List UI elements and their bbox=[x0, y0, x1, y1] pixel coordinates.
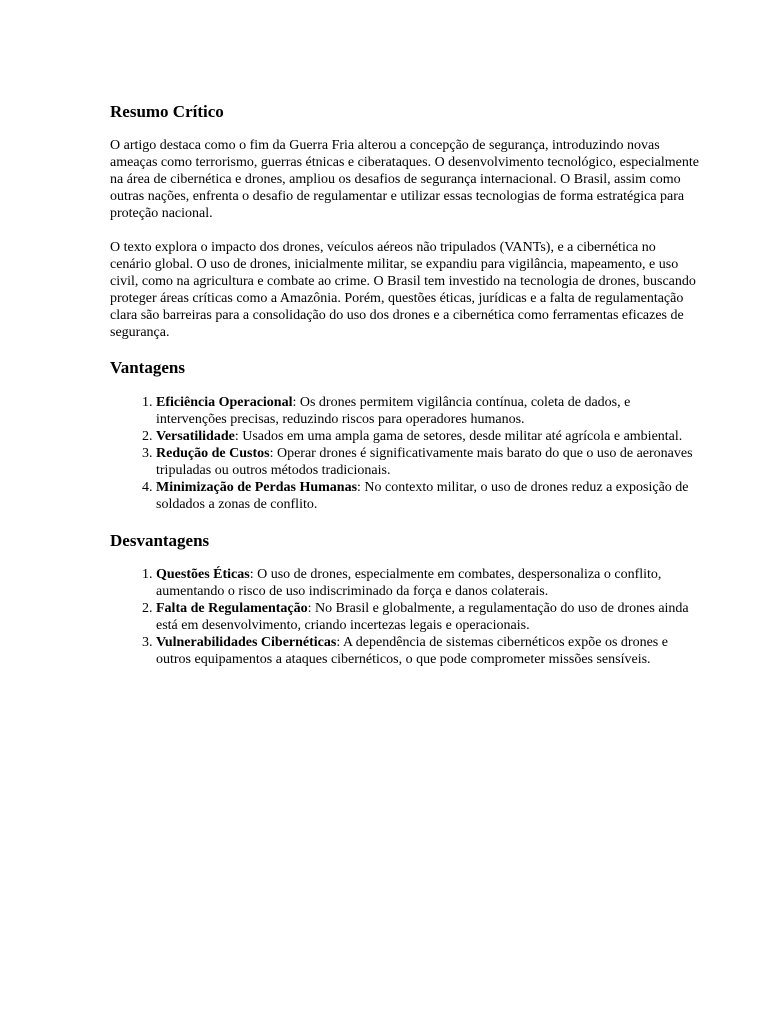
item-term: Versatilidade bbox=[156, 429, 235, 444]
item-term: Minimização de Perdas Humanas bbox=[156, 480, 358, 495]
paragraph-intro: O artigo destaca como o fim da Guerra Fria alterou a concepção de segurança, introduzindo novas ameaças como terrorismo, guerras étnicas e ciberataques. O desenvolvimento tecnológico, especialmente na área de cibernética e drones, ampliou os desafios de segurança internacional. O Brasil, assim como outras nações, enfrenta o desafio de regulamentar e utilizar essas tecnologias de forma estratégica para proteção nacional. bbox=[110, 138, 699, 221]
item-text: : Operar drones é significativamente mais barato do que o uso de aeronaves tripuladas ou outros métodos tradicionais. bbox=[156, 446, 693, 478]
heading-desvantagens: Desvantagens bbox=[110, 531, 210, 550]
list-item bbox=[156, 428, 700, 445]
list-item bbox=[156, 394, 700, 428]
item-text: : No contexto militar, o uso de drones reduz a exposição de soldados a zonas de conflito. bbox=[156, 480, 689, 512]
item-term: Redução de Custos bbox=[156, 446, 270, 461]
item-text: : O uso de drones, especialmente em combates, despersonaliza o conflito, aumentando o risco de uso indiscriminado da força e danos colaterais. bbox=[156, 567, 662, 599]
list-item bbox=[156, 479, 700, 513]
list-item bbox=[156, 445, 700, 479]
list-vantagens bbox=[110, 394, 700, 513]
item-text: : A dependência de sistemas cibernéticos expõe os drones e outros equipamentos a ataques cibernéticos, o que pode comprometer missões sensíveis. bbox=[156, 635, 668, 667]
list-item bbox=[156, 566, 700, 600]
item-text: : Usados em uma ampla gama de setores, desde militar até agrícola e ambiental. bbox=[234, 429, 683, 444]
item-text: : No Brasil e globalmente, a regulamentação do uso de drones ainda está em desenvolvimento, criando incertezas legais e operacionais. bbox=[156, 601, 689, 633]
list-desvantagens bbox=[110, 566, 700, 668]
item-text: : Os drones permitem vigilância contínua, coleta de dados, e intervenções precisas, reduzindo riscos para operadores humanos. bbox=[156, 395, 631, 427]
list-item bbox=[156, 634, 700, 668]
heading-vantagens: Vantagens bbox=[110, 358, 185, 377]
item-term: Eficiência Operacional bbox=[156, 395, 293, 410]
item-term: Vulnerabilidades Cibernéticas bbox=[156, 635, 337, 650]
paragraph-drones-impact: O texto explora o impacto dos drones, veículos aéreos não tripulados (VANTs), e a cibernética no cenário global. O uso de drones, inicialmente militar, se expandiu para vigilância, mapeamento, e uso civil, como na agricultura e combate ao crime. O Brasil tem investido na tecnologia de drones, buscando proteger áreas críticas como a Amazônia. Porém, questões éticas, jurídicas e a falta de regulamentação clara são barreiras para a consolidação do uso dos drones e a cibernética como ferramentas eficazes de segurança. bbox=[110, 240, 696, 340]
list-item bbox=[156, 600, 700, 634]
item-term: Questões Éticas bbox=[156, 567, 250, 582]
heading-resumo-critico: Resumo Crítico bbox=[110, 102, 224, 121]
item-term: Falta de Regulamentação bbox=[156, 601, 308, 616]
document-page bbox=[110, 100, 700, 668]
